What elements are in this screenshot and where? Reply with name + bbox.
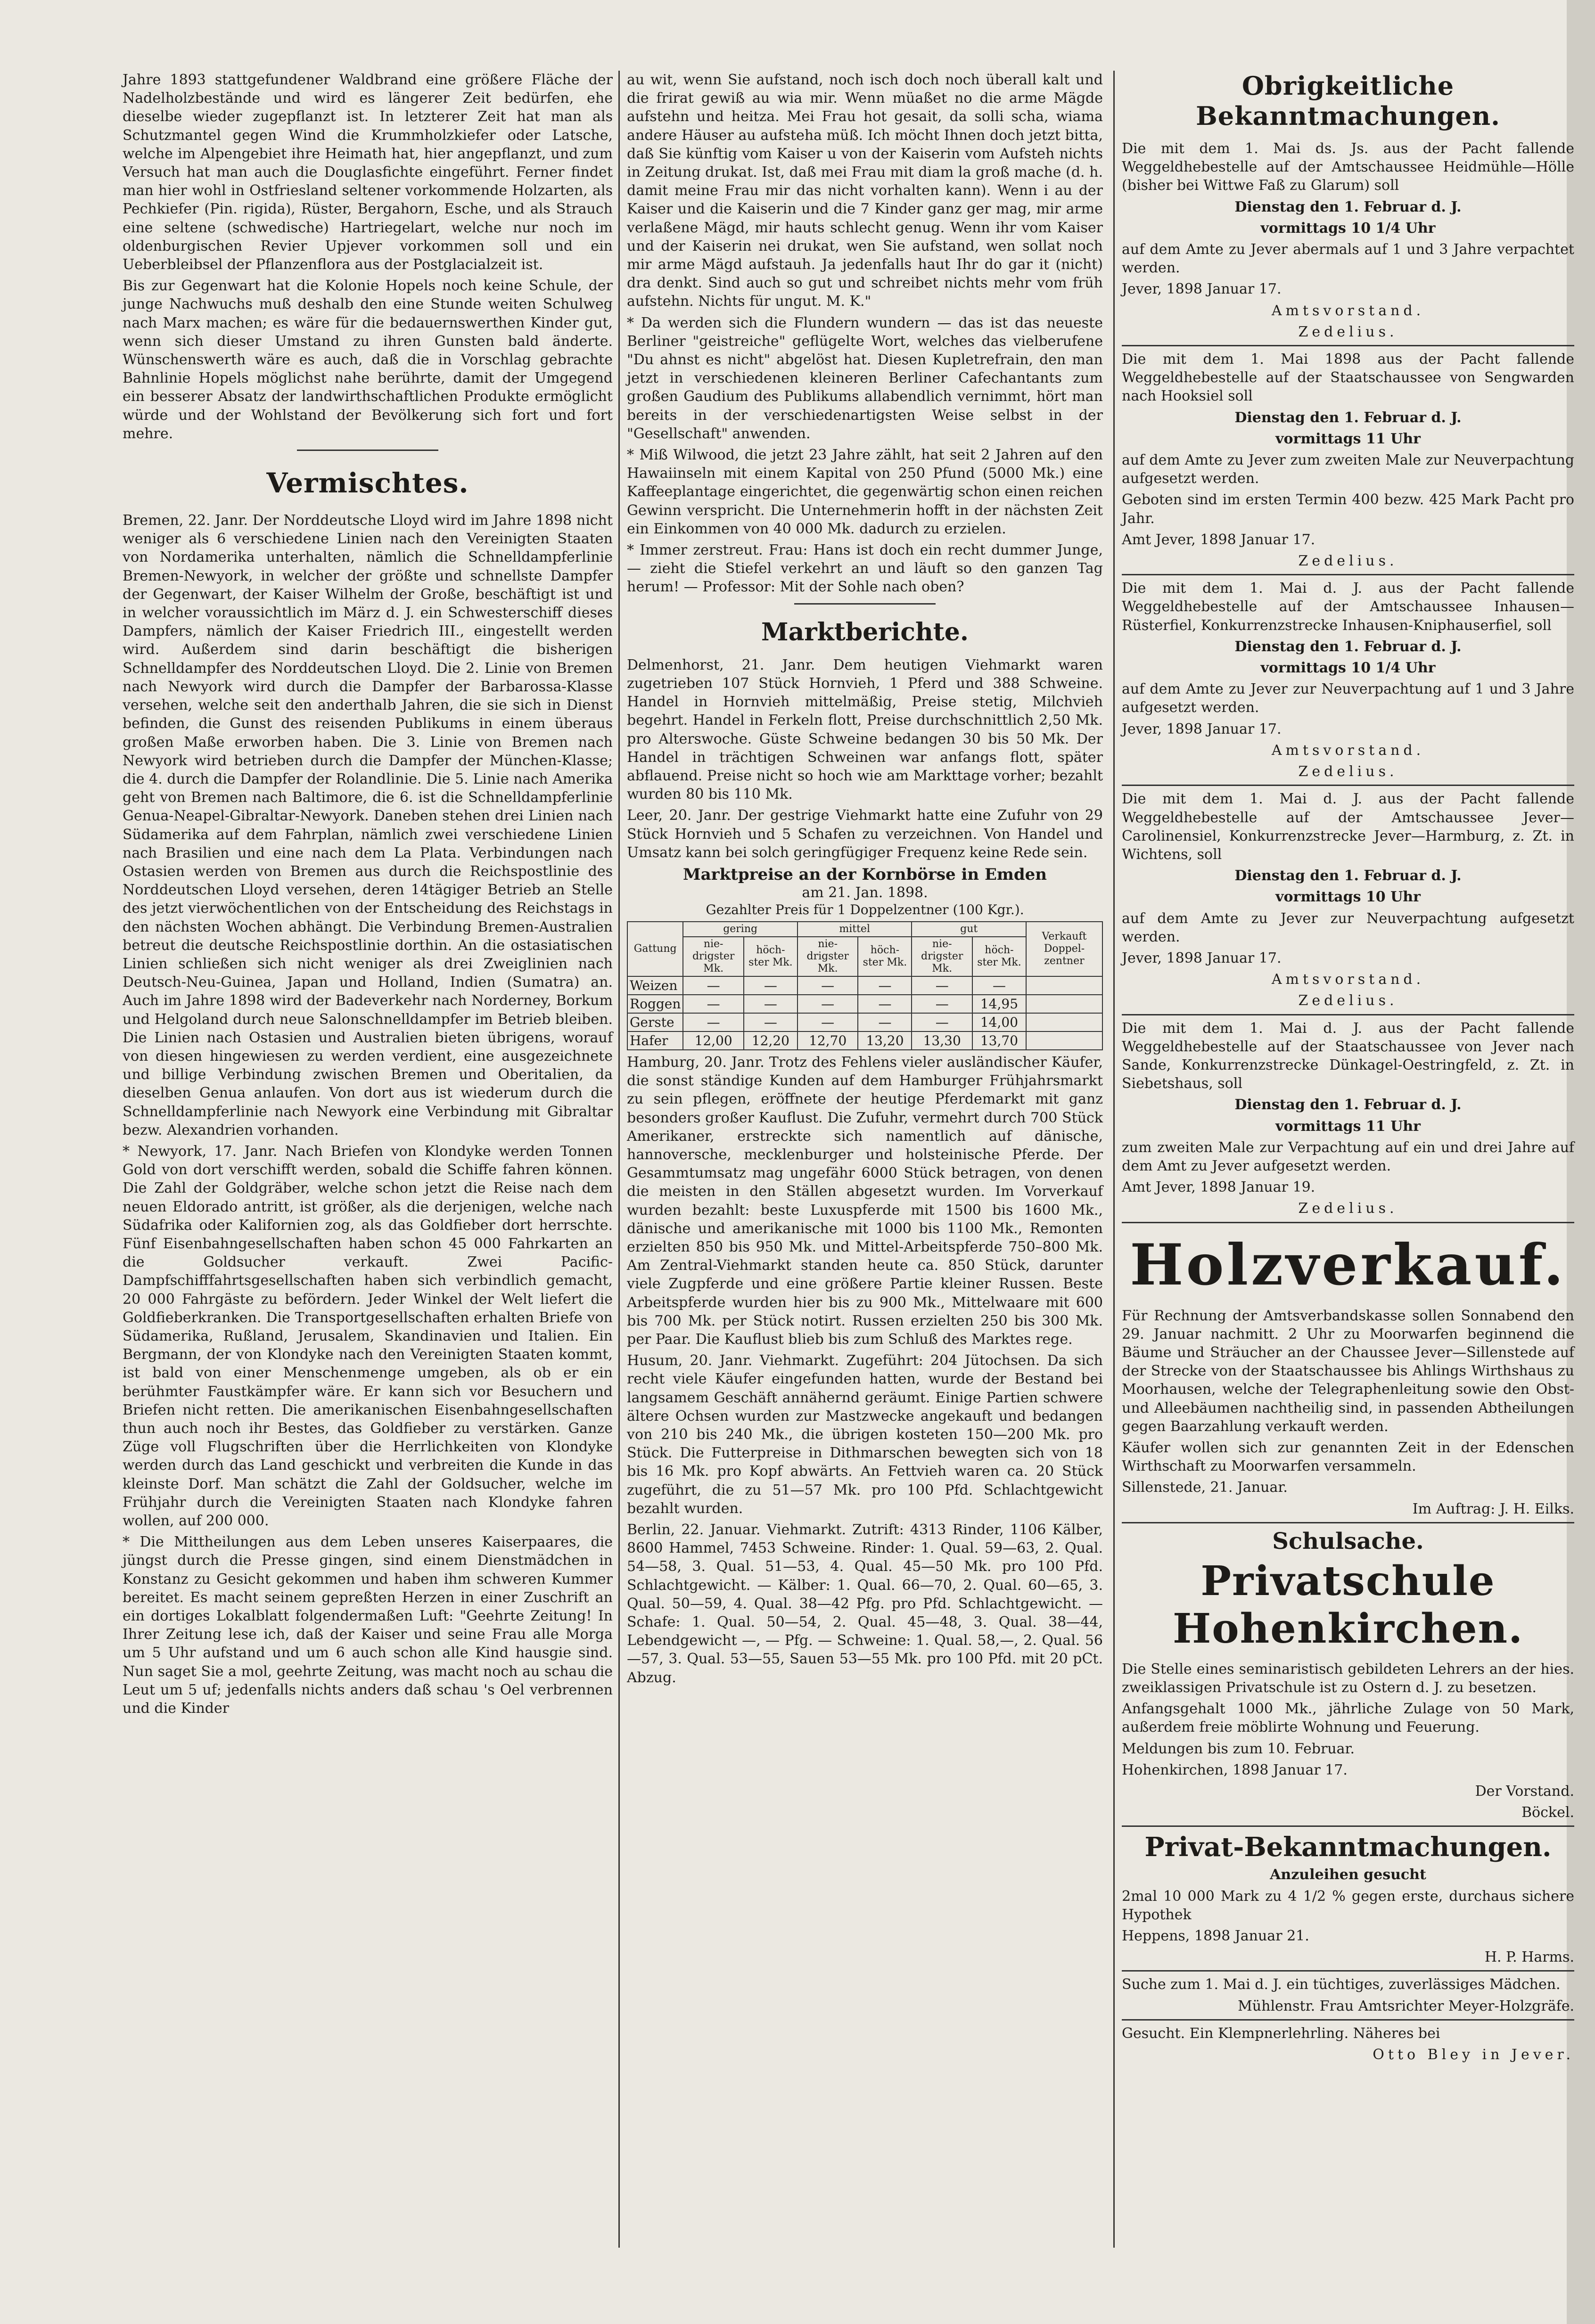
row-label: Gerste [627, 1013, 683, 1031]
announcement [1122, 1019, 1574, 1218]
column-rule [1113, 71, 1115, 2248]
ad-apprentice-signature: Otto Bley in Jever. [1373, 2046, 1574, 2063]
cell: — [858, 1013, 912, 1031]
ad-school-text: Anfangsgehalt 1000 Mk., jährliche Zulage von 50 Mark, außerdem freie möblirte Wohnung und Feuerung. [1122, 1701, 1574, 1736]
announcement-text: Die mit dem 1. Mai d. J. aus der Pacht fallende Weggeldhebestelle auf der Amtschaussee Jever—Carolinensiel, Konkurrenzstrecke Jever—Harmburg, z. Zt. in Wichtens, soll [1122, 791, 1574, 863]
article-flundern: * Da werden sich die Flundern wundern — das ist das neueste Berliner "geistreiche" geflügelte Wort, welches das vielberufene "Du ahnst es nicht" abgelöst hat. Diesen Kupletrefrain, den man jetzt in verschiedenen kleineren Berliner Cafechantants zum großen Gaudium des Publikums allabendlich vernimmt, hört man bereits in der verschiedenartigsten Weise selbst in der "Gesellschaft" anwenden. [627, 314, 1103, 442]
cell: 14,00 [972, 1013, 1026, 1031]
announcement-text: auf dem Amte zu Jever zur Neuverpachtung auf 1 und 3 Jahre aufgesetzt werden. [1122, 681, 1574, 716]
header-max: höch-ster Mk. [744, 937, 798, 976]
cell: — [744, 976, 798, 995]
table-date: am 21. Jan. 1898. [802, 884, 928, 901]
section-heading-privat: Privat-Bekanntmachungen. [1144, 1832, 1552, 1863]
cell: — [912, 995, 972, 1013]
header-min: nie-drigster Mk. [683, 937, 744, 976]
row-label: Hafer [627, 1031, 683, 1050]
cell: 12,00 [683, 1031, 744, 1050]
announcement-signature: Zedelius. [1298, 1200, 1398, 1217]
ad-school-signature: Böckel. [1521, 1804, 1574, 1821]
announcement-date: Dienstag den 1. Februar d. J. [1234, 198, 1462, 215]
ad-school-text: Die Stelle eines seminaristisch gebildeten Lehrers an der hies. zweiklassigen Privatschule ist zu Ostern d. J. zu besetzen. [1122, 1661, 1574, 1696]
header-max: höch-ster Mk. [972, 937, 1026, 976]
ad-apprentice-text: Gesucht. Ein Klempnerlehrling. Näheres bei [1122, 2025, 1440, 2042]
announcement-place: Jever, 1898 Januar 17. [1122, 949, 1282, 966]
announcement-place: Amt Jever, 1898 Januar 17. [1122, 531, 1315, 548]
announcement-signature: Zedelius. [1298, 763, 1398, 780]
announcement-time: vormittags 11 Uhr [1275, 430, 1421, 447]
cell: — [798, 995, 858, 1013]
announcement-signature: Zedelius. [1298, 992, 1398, 1009]
announcement-text: Die mit dem 1. Mai d. J. aus der Pacht fallende Weggeldhebestelle auf der Staatschaussee von Jever nach Sande, Konkurrenzstrecke Dünkagel-Oestringfeld, z. Zt. in Siebetshaus, soll [1122, 1020, 1574, 1092]
section-heading-obrigkeitliche: Obrigkeitliche Bekanntmachungen. [1196, 71, 1500, 131]
ad-holz-signature: Im Auftrag: J. H. Eilks. [1412, 1500, 1574, 1517]
cell: 13,70 [972, 1031, 1026, 1050]
ad-school-text: Meldungen bis zum 10. Februar. [1122, 1740, 1355, 1757]
table-subtitle: Gezahlter Preis für 1 Doppelzentner (100 Kgr.). [706, 901, 1024, 917]
announcement-signature: Amtsvorstand. [1271, 742, 1425, 759]
divider [1122, 345, 1574, 346]
announcement-date: Dienstag den 1. Februar d. J. [1234, 638, 1462, 655]
table-row [627, 1031, 1102, 1050]
table-title: Marktpreise an der Kornbörse in Emden [682, 865, 1047, 884]
ad-loan-title: Anzuleihen gesucht [1270, 1866, 1426, 1883]
column-middle [627, 71, 1103, 1690]
ad-heading-privatschule: Privatschule Hohenkirchen. [1172, 1557, 1524, 1653]
grain-price-table [627, 921, 1103, 1050]
ad-holz-place: Sillenstede, 21. Januar. [1122, 1479, 1288, 1496]
header-gering: gering [683, 922, 798, 937]
divider [297, 450, 438, 451]
cell: 13,30 [912, 1031, 972, 1050]
header-verkauft: Verkauft Doppel-zentner [1026, 922, 1102, 976]
ad-holz-text: Käufer wollen sich zur genannten Zeit in der Edenschen Wirthschaft zu Moorwarfen versammeln. [1122, 1439, 1574, 1475]
section-heading-vermischtes: Vermischtes. [266, 467, 469, 499]
article-school-text: Bis zur Gegenwart hat die Kolonie Hopels noch keine Schule, der junge Nachwuchs muß deshalb den eine Stunde weiten Schulweg nach Marx machen; es wäre für die bedauernswerthen Kinder gut, wenn sich dieser Umstand zu ihren Gunsten bald änderte. Wünschenswerth wäre es auch, daß die in Vorschlag gebrachte Bahnlinie Hopels möglichst nahe berührte, damit der Umgegend ein besserer Absatz der landwirthschaftlichen Produkte ermöglicht würde und der Wohlstand der Bevölkerung sich fort und fort mehre. [123, 278, 613, 442]
announcement-signature: Amtsvorstand. [1271, 971, 1425, 988]
divider [1122, 1825, 1574, 1827]
article-kaiserpaar-cont: au wit, wenn Sie aufstand, noch isch doch noch überall kalt und die frirat gewiß au wia mir. Wenn müaßet no die arme Mägde aufstehn und heitza. Mei Frau hot gesait, da solli scha, wiama andere Häuser au aufsteha müß. Ich möcht Ihnen doch jetzt bitta, daß Sie künftig vom Kaiser u von der Kaiserin vom Aufsteh nichts in Zeitung drukat. Ist, daß mei Frau mit diam la groß mache (d. h. damit meine Frau mir das nicht vorhalten kann). Wenn i au der Kaiser und die Kaiserin und die 7 Kinder ganz ger mag, mir arme verlaßene Mägd, mir hauts schlecht genug. Wenn ihr vom Kaiser und der Kaiserin nei drukat, wen Sie aufstand, wen sollat noch mir arme Mägd aufstauh. Ja jedenfalls haut Ihr do gar it (nicht) dra denkt. Sind auch so gut und schreibet nichts mehr vom früh aufstehn. Nichts für ungut. M. K." [627, 72, 1103, 310]
cell: — [912, 976, 972, 995]
column-right [1122, 71, 1574, 2067]
announcement [1122, 790, 1574, 1010]
cell: — [683, 1013, 744, 1031]
ad-school-place: Hohenkirchen, 1898 Januar 17. [1122, 1761, 1348, 1778]
report-berlin: Berlin, 22. Januar. Viehmarkt. Zutrift: 4313 Rinder, 1106 Kälber, 8600 Hammel, 7453 Schweine. Rinder: 1. Qual. 59—63, 2. Qual. 54—58, 3. Qual. 51—53, 4. Qual. 45—50 Mk. pro 100 Pfd. Schlachtgewicht. — Kälber: 1. Qual. 66—70, 2. Qual. 60—65, 3. Qual. 50—59, 4. Qual. 38—42 Pfg. pro Pfd. Schlachtgewicht. — Schafe: 1. Qual. 50—54, 2. Qual. 45—48, 3. Qual. 38—44, Lebendgewicht —, — Pfg. — Schweine: 1. Qual. 58,—, 2. Qual. 56—57, 3. Qual. 53—55, Sauen 53—55 Mk. pro 100 Pfd. mit 20 pCt. Abzug. [627, 1522, 1103, 1686]
column-left [123, 71, 613, 1720]
column-rule [618, 71, 620, 2248]
report-hamburg: Hamburg, 20. Janr. Trotz des Fehlens vieler ausländischer Käufer, die sonst ständige Kunden auf dem Hamburger Frühjahrsmarkt zu sein pflegen, eröffnete der heutige Pferdemarkt mit ganz besonders großer Kauflust. Die Zufuhr, vermehrt durch 700 Stück Amerikaner, erstreckte sich namentlich auf dänische, hannoversche, mecklenburger und holsteinische Pferde. Der Gesammtumsatz mag ungefähr 6000 Stück betragen, von denen die meisten in den Ställen abgesetzt wurden. Im Vorverkauf wurden bezahlt: beste Luxuspferde mit 1500 bis 1600 Mk., dänische und amerikanische mit 1000 bis 1100 Mk., Remonten erzielten 850 bis 950 Mk. und Mittel-Arbeitspferde 750–800 Mk. Am Zentral-Viehmarkt standen heute ca. 850 Stück, darunter viele Zugpferde und eine größere Partie kleiner Russen. Beste Arbeitspferde wurden hier bis zu 900 Mk., Mittelwaare mit 600 bis 700 Mk. per Stück notirt. Russen erzielten 250 bis 300 Mk. per Paar. Die Kauflust blieb bis zum Schluß des Marktes rege. [627, 1054, 1103, 1348]
announcement-date: Dienstag den 1. Februar d. J. [1234, 409, 1462, 426]
divider [1122, 1222, 1574, 1223]
divider [1122, 574, 1574, 575]
table-row [627, 1013, 1102, 1031]
announcement-signature: Amtsvorstand. [1271, 302, 1425, 319]
cell [1026, 995, 1102, 1013]
ad-heading-schulsache: Schulsache. [1272, 1528, 1424, 1555]
announcement [1122, 139, 1574, 341]
section-heading-marktberichte: Marktberichte. [761, 617, 969, 646]
ad-heading-holzverkauf: Holzverkauf. [1130, 1231, 1566, 1298]
table-header-row [627, 922, 1102, 937]
row-label: Weizen [627, 976, 683, 995]
article-zerstreut: * Immer zerstreut. Frau: Hans ist doch ein recht dummer Junge, — zieht die Stiefel verkehrt an und läuft so den ganzen Tag herum! — Professor: Mit der Sohle nach oben? [627, 542, 1103, 596]
report-delmenhorst: Delmenhorst, 21. Janr. Dem heutigen Viehmarkt waren zugetrieben 107 Stück Hornvieh, 1 Pferd und 388 Schweine. Handel in Hornvieh mittelmäßig, Preise stetig, Milchvieh begehrt. Handel in Ferkeln flott, Preise durchschnittlich 2,50 Mk. pro Alterswoche. Güste Schweine bedangen 30 bis 50 Mk. Der Handel in trächtigen Schweinen war anfangs flott, später abflauend. Preise nicht so hoch wie am Markttage vorher; bezahlt wurden 80 bis 110 Mk. [627, 656, 1103, 803]
announcement-date: Dienstag den 1. Februar d. J. [1234, 1097, 1462, 1113]
ad-holz-text: Für Rechnung der Amtsverbandskasse sollen Sonnabend den 29. Januar nachmitt. 2 Uhr zu Moorwarfen beginnend die Bäume und Sträucher an der Chaussee Jever—Sillenstede auf der Strecke von der Staatschaussee bis Ahlings Wirthshaus zu Moorhausen, welche der Telegraphenleitung sowie den Obst- und Alleebäumen nachtheilig sind, in passenden Abtheilungen gegen Baarzahlung verkauft werden. [1122, 1307, 1574, 1435]
article-bremen: Bremen, 22. Janr. Der Norddeutsche Lloyd wird im Jahre 1898 nicht weniger als 6 verschiedene Linien nach den Vereinigten Staaten von Nordamerika unterhalten, nämlich die Schnelldampferlinie Bremen-Newyork, in welcher der größte und schnellste Dampfer der Gegenwart, der Kaiser Wilhelm der Große, beschäftigt ist und in welcher voraussichtlich im März d. J. ein Schwesterschiff dieses Dampfers, nämlich der Kaiser Friedrich III., eingestellt werden wird. Außerdem sind darin beschäftigt die bisherigen Schnelldampfer des Norddeutschen Lloyd. Die 2. Linie von Bremen nach Newyork wird durch die Dampfer der Barbarossa-Klasse versehen, welche seit den anderthalb Jahren, die sie sich in Dienst befinden, die Gunst des reisenden Publikums in einem überaus großen Maße erworben haben. Die 3. Linie von Bremen nach Newyork wird betrieben durch die Dampfer der München-Klasse; die 4. durch die Dampfer der Rolandlinie. Die 5. Linie nach Amerika geht von Bremen nach Baltimore, die 6. ist die Schnelldampferlinie Genua-Neapel-Gibraltar-Newyork. Daneben stehen drei Linien nach Südamerika auf dem Fahrplan, nämlich zwei verschiedene Linien nach Brasilien und eine nach dem La Plata. Verbindungen nach Ostasien werden von Bremen aus durch die Reichspostlinie des Norddeutschen Lloyd versehen, deren 14tägiger Betrieb an Stelle des jetzt vierwöchentlichen von der Entscheidung des Reichstags in den nächsten Wochen abhängt. Die Verbindung Bremen-Australien betreut die deutsche Reichspostlinie dorthin. An die ostasiatischen Linien schließen sich nicht weniger als drei Zweiglinien nach Deutsch-Neu-Guinea, Japan und Holland, Indien (Sumatra) an. Auch im Jahre 1898 wird der Badeverkehr nach Norderney, Borkum und Helgoland durch neue Salonschnelldampfer im Betrieb bleiben. Die Linien nach Ostasien und Australien bieten übrigens, worauf von diesen hingewiesen zu werden verdient, eine ausgezeichnete und billige Verbindung zwischen Bremen und Oberitalien, da dieselben Genua anlaufen. Von dort aus ist wiederum durch die Schnelldampferlinie nach Newyork eine Verbindung mit Gibraltar bezw. Alexandrien vorhanden. [123, 512, 613, 1138]
table-row [627, 995, 1102, 1013]
announcement-date: Dienstag den 1. Februar d. J. [1234, 867, 1462, 884]
announcement-text: auf dem Amte zu Jever zum zweiten Male zur Neuverpachtung aufgesetzt werden. [1122, 452, 1574, 487]
announcement-place: Jever, 1898 Januar 17. [1122, 720, 1282, 737]
cell: — [912, 1013, 972, 1031]
article-newyork: * Newyork, 17. Janr. Nach Briefen von Klondyke werden Tonnen Gold von dort verschifft werden, sobald die Schiffe fahren können. Die Zahl der Goldgräber, welche schon jetzt die Reise nach dem neuen Eldorado antritt, ist größer, als die derjenigen, welche nach Südafrika oder Kalifornien zog, als das Goldfieber dort herrschte. Fünf Eisenbahngesellschaften haben schon 45 000 Fahrkarten an die Goldsucher verkauft. Zwei Pacific-Dampfschifffahrtsgesellschaften haben sich verbindlich gemacht, 20 000 Fahrgäste zu befördern. Jeder Winkel der Welt liefert die Goldfieberkranken. Die Transportgesellschaften erhalten Briefe von Südamerika, Rußland, Jerusalem, Skandinavien und Italien. Ein Bergmann, der von Klondyke nach den Vereinigten Staaten kommt, ist bald von einer Menschenmenge umgeben, als ob er ein berühmter Faustkämpfer wäre. Er kann sich vor Besuchern und Briefen nicht retten. Die amerikanischen Eisenbahngesellschaften thun auch noch ihr Bestes, das Goldfieber zu verstärken. Ganze Züge voll Flugschriften über die Herrlichkeiten von Klondyke werden durch das Land geschickt und verbreiten die Kunde in das kleinste Dorf. Man schätzt die Zahl der Goldsucher, welche im Frühjahr durch die Vereinigten Staaten nach Klondyke fahren wollen, auf 200 000. [123, 1143, 613, 1530]
article-kaiserpaar: * Die Mittheilungen aus dem Leben unseres Kaiserpaares, die jüngst durch die Presse gingen, sind einem Dienstmädchen in Konstanz zu Gesicht gekommen und haben ihm schweren Kummer bereitet. Es macht seinem gepreßten Herzen in einer Zuschrift an ein dortiges Lokalblatt folgendermaßen Luft: "Geehrte Zeitung! In Ihrer Zeitung lese ich, daß der Kaiser und seine Frau alle Morga um 5 Uhr aufstand und um 6 auch schon alle Kind hausgie sind. Nun saget Sie a mol, geehrte Zeitung, was macht noch au schau die Leut um 5 uf; jedenfalls nichts anders daß schau 's Oel verbrennen und die Kinder [123, 1534, 613, 1717]
header-max: höch-ster Mk. [858, 937, 912, 976]
announcement-place: Amt Jever, 1898 Januar 19. [1122, 1179, 1315, 1196]
report-leer: Leer, 20. Janr. Der gestrige Viehmarkt hatte eine Zufuhr von 29 Stück Hornvieh und 5 Schafen zu verzeichnen. Von Handel und Umsatz kann bei solch geringfügiger Frequenz keine Rede sein. [627, 807, 1103, 861]
row-label: Roggen [627, 995, 683, 1013]
announcement-text: Geboten sind im ersten Termin 400 bezw. 425 Mark Pacht pro Jahr. [1122, 491, 1574, 527]
header-gut: gut [912, 922, 1026, 937]
ad-loan-text: 2mal 10 000 Mark zu 4 1/2 % gegen erste, durchaus sichere Hypothek [1122, 1888, 1574, 1923]
header-min: nie-drigster Mk. [912, 937, 972, 976]
cell: — [798, 1013, 858, 1031]
header-min: nie-drigster Mk. [798, 937, 858, 976]
cell [1026, 976, 1102, 995]
announcement [1122, 350, 1574, 570]
announcement-time: vormittags 10 Uhr [1275, 889, 1421, 906]
announcement-text: auf dem Amte zu Jever abermals auf 1 und 3 Jahre verpachtet werden. [1122, 241, 1574, 277]
cell: 12,70 [798, 1031, 858, 1050]
divider [794, 603, 936, 605]
announcement-text: zum zweiten Male zur Verpachtung auf ein und drei Jahre auf dem Amt zu Jever aufgesetzt werden. [1122, 1139, 1574, 1174]
announcement-text: Die mit dem 1. Mai d. J. aus der Pacht fallende Weggeldhebestelle auf der Amtschaussee Inhausen—Rüsterfiel, Konkurrenzstrecke Inhausen-Kniphauserfiel, soll [1122, 580, 1574, 634]
ad-maid-signature: Mühlenstr. Frau Amtsrichter Meyer-Holzgräfe. [1238, 1997, 1574, 2014]
divider [1122, 1014, 1574, 1015]
ad-loan-place: Heppens, 1898 Januar 21. [1122, 1928, 1309, 1945]
announcement-text: Die mit dem 1. Mai 1898 aus der Pacht fallende Weggeldhebestelle auf der Staatschaussee von Sengwarden nach Hooksiel soll [1122, 351, 1574, 405]
cell: — [858, 976, 912, 995]
announcement [1122, 579, 1574, 781]
header-mittel: mittel [798, 922, 912, 937]
announcement-time: vormittags 10 1/4 Uhr [1260, 220, 1436, 237]
cell: — [744, 1013, 798, 1031]
cell [1026, 1031, 1102, 1050]
header-gattung: Gattung [627, 922, 683, 976]
table-row [627, 976, 1102, 995]
cell: 14,95 [972, 995, 1026, 1013]
cell [1026, 1013, 1102, 1031]
cell: — [683, 976, 744, 995]
article-miss-wilwood: * Miß Wilwood, die jetzt 23 Jahre zählt, hat seit 2 Jahren auf den Hawaiinseln mit einem Kapital von 250 Pfund (5000 Mk.) eine Kaffeeplantage eingerichtet, die gegenwärtig schon einen reichen Gewinn verspricht. Die Unternehmerin hofft in der nächsten Zeit ein Einkommen von 40 000 Mk. dadurch zu erzielen. [627, 447, 1103, 537]
cell: — [858, 995, 912, 1013]
announcement-text: Die mit dem 1. Mai ds. Js. aus der Pacht fallende Weggeldhebestelle auf der Amtschaussee Heidmühle—Hölle (bisher bei Wittwe Faß zu Glarum) soll [1122, 140, 1574, 194]
announcement-time: vormittags 10 1/4 Uhr [1260, 660, 1436, 677]
divider [1122, 2019, 1574, 2021]
report-husum: Husum, 20. Janr. Viehmarkt. Zugeführt: 204 Jütochsen. Da sich recht viele Käufer eingefunden hatten, wurde der Bestand bei langsamem Geschäft annähernd geräumt. Einige Partien schwere ältere Ochsen wurden zur Mastzwecke angekauft und bedangen von 210 bis 240 Mk., die übrigen kosteten 150—200 Mk. pro Stück. Die Futterpreise in Dithmarschen bewegten sich von 18 bis 16 Mk. pro Kopf abwärts. An Fettvieh waren ca. 20 Stück zugeführt, die zu 51—57 Mk. pro 100 Pfd. Schlachtgewicht bezahlt wurden. [627, 1352, 1103, 1517]
cell: — [744, 995, 798, 1013]
article-forest-text: Jahre 1893 stattgefundener Waldbrand eine größere Fläche der Nadelholzbestände und wird es längerer Zeit bedürfen, ehe dieselbe wieder zugepflanzt ist. In letzterer Zeit hat man als Schutzmantel gegen Wind die Krummholzkiefer oder Latsche, welche im Alpengebiet ihre Heimath hat, hier angepflanzt, und zum Versuch hat man auch die Douglasfichte eingeführt. Ferner findet man hier wohl in Ostfriesland seltener vorkommende Holzarten, als Pechkiefer (Pin. rigida), Rüster, Bergahorn, Esche, und als Strauch eine seltene (schwedische) Hartriegelart, welche nur noch im oldenburgischen Revier Upjever vorkommen soll und ein Ueberbleibsel der Pflanzenflora aus der Postglacialzeit ist. [123, 72, 613, 273]
announcement-text: auf dem Amte zu Jever zur Neuverpachtung aufgesetzt werden. [1122, 910, 1574, 945]
divider [1122, 1522, 1574, 1523]
announcement-signature: Zedelius. [1298, 553, 1398, 570]
cell: — [683, 995, 744, 1013]
announcement-place: Jever, 1898 Januar 17. [1122, 281, 1282, 298]
cell: 13,20 [858, 1031, 912, 1050]
announcement-signature: Zedelius. [1298, 323, 1398, 340]
cell: 12,20 [744, 1031, 798, 1050]
ad-school-signature: Der Vorstand. [1475, 1783, 1574, 1800]
announcement-time: vormittags 11 Uhr [1275, 1118, 1421, 1135]
cell: — [972, 976, 1026, 995]
ad-maid-text: Suche zum 1. Mai d. J. ein tüchtiges, zuverlässiges Mädchen. [1122, 1976, 1561, 1993]
ad-loan-signature: H. P. Harms. [1484, 1949, 1574, 1966]
divider [1122, 785, 1574, 786]
divider [1122, 1970, 1574, 1972]
cell: — [798, 976, 858, 995]
